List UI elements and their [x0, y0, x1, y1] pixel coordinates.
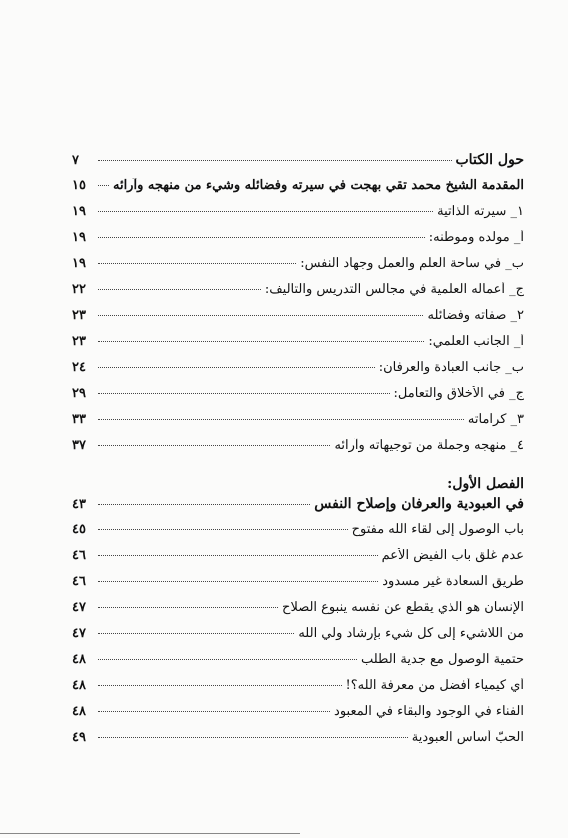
toc-entry-label: باب الوصول إلى لقاء الله مفتوح: [351, 522, 524, 537]
toc-entry[interactable]: [72, 626, 524, 652]
toc-entry[interactable]: [72, 600, 524, 626]
toc-entry-label: ٤_ منهجه وجملة من توجيهاته وآرائه: [334, 438, 524, 453]
toc-entry-page: ١٥: [72, 178, 86, 193]
toc-entry[interactable]: [72, 334, 524, 360]
dot-leader: [98, 315, 423, 316]
toc-entry[interactable]: [72, 256, 524, 282]
toc-entry-label: ١_ سيرته الذاتية: [437, 204, 524, 219]
toc-entry-page: ٤٧: [72, 626, 86, 641]
toc-entry-page: ٤٩: [72, 730, 86, 745]
toc-entry-page: ٤٣: [72, 497, 86, 512]
toc-entry-page: ٢٣: [72, 308, 86, 323]
toc-entry-label: في العبودية والعرفان وإصلاح النفس: [314, 496, 524, 512]
dot-leader: [98, 504, 310, 505]
toc-entry-label: الإنسان هو الذي يقطع عن نفسه ينبوع الصلاح: [282, 600, 524, 615]
dot-leader: [98, 711, 330, 712]
dot-leader: [98, 393, 390, 394]
dot-leader: [98, 633, 294, 634]
dot-leader: [98, 211, 433, 212]
toc-entry[interactable]: [72, 548, 524, 574]
toc-entry[interactable]: [72, 652, 524, 678]
toc-entry[interactable]: [72, 438, 524, 464]
toc-entry[interactable]: [72, 308, 524, 334]
dot-leader: [98, 737, 408, 738]
toc-entry-page: ٤٧: [72, 600, 86, 615]
toc-entry[interactable]: [72, 204, 524, 230]
toc-entry[interactable]: [72, 360, 524, 386]
toc-entry-label: أي كيمياء أفضل من معرفة الله؟!: [345, 678, 524, 693]
toc-entry-page: ٢٤: [72, 360, 86, 375]
toc-entry-label: ب_ جانب العبادة والعرفان:: [378, 360, 524, 375]
toc-entry[interactable]: [72, 522, 524, 548]
dot-leader: [98, 185, 109, 186]
toc-entry-label: حول الكتاب: [455, 152, 524, 168]
toc-entry-label: أ_ مولده وموطنه:: [428, 230, 524, 245]
toc-entry[interactable]: [72, 178, 524, 204]
toc-entry[interactable]: [72, 412, 524, 438]
toc-entry[interactable]: [72, 574, 524, 600]
toc-entry-page: ٤٨: [72, 652, 86, 667]
toc-entry-label: ٢_ صفاته وفضائله: [427, 308, 524, 323]
toc-entry-label: ج_ أعماله العلمية في مجالس التدريس والتأليف:: [264, 282, 524, 297]
toc-entry-label: من اللاشيء إلى كل شيء بإرشاد ولي الله: [298, 626, 524, 641]
toc-entry-label: ب_ في ساحة العلم والعمل وجهاد النفس:: [300, 256, 524, 271]
dot-leader: [98, 581, 378, 582]
toc-entry[interactable]: [72, 230, 524, 256]
toc-entry[interactable]: [72, 730, 524, 756]
toc-entry-label: عدم غلق باب الفيض الأعم: [381, 548, 524, 563]
toc-entry-page: ١٩: [72, 230, 86, 245]
dot-leader: [98, 607, 278, 608]
toc-entry-page: ١٩: [72, 256, 86, 271]
toc-entry-page: ٢٣: [72, 334, 86, 349]
table-of-contents: [72, 152, 524, 756]
toc-entry[interactable]: [72, 282, 524, 308]
toc-entry-page: ٤٦: [72, 548, 86, 563]
toc-entry[interactable]: [72, 678, 524, 704]
toc-entry-label: الحبّ أساس العبودية: [411, 730, 524, 745]
toc-entry-page: ٤٨: [72, 678, 86, 693]
dot-leader: [98, 445, 330, 446]
toc-entry[interactable]: [72, 152, 524, 178]
toc-entry-page: ٤٥: [72, 522, 86, 537]
toc-entry-page: ٤٦: [72, 574, 86, 589]
toc-entry-page: ٧: [72, 153, 79, 168]
dot-leader: [98, 659, 357, 660]
dot-leader: [98, 685, 342, 686]
toc-entry-page: ١٩: [72, 204, 86, 219]
dot-leader: [98, 555, 378, 556]
toc-entry-page: ٣٣: [72, 412, 86, 427]
dot-leader: [98, 263, 296, 264]
toc-entry-label: الفناء في الوجود والبقاء في المعبود: [334, 704, 524, 719]
toc-entry-page: ٣٧: [72, 438, 86, 453]
toc-entry-label: ٣_ كراماته: [467, 412, 524, 427]
toc-entry-label: طريق السعادة غير مسدود: [382, 574, 524, 589]
chapter-heading: الفصل الأول:: [447, 476, 524, 492]
dot-leader: [98, 341, 424, 342]
dot-leader: [98, 289, 261, 290]
toc-entry-page: ٤٨: [72, 704, 86, 719]
toc-entry[interactable]: [72, 496, 524, 522]
dot-leader: [98, 419, 464, 420]
toc-entry[interactable]: [72, 386, 524, 412]
toc-entry-label: حتمية الوصول مع جدية الطلب: [360, 652, 524, 667]
toc-entry-page: ٢٩: [72, 386, 86, 401]
toc-entry-label: المقدمة الشيخ محمد تقي بهجت في سيرته وفضائله وشيء من منهجه وآرائه: [112, 178, 524, 193]
dot-leader: [98, 367, 375, 368]
dot-leader: [98, 237, 425, 238]
toc-entry-label: ج_ في الأخلاق والتعامل:: [393, 386, 524, 401]
toc-entry-label: أ_ الجانب العلمي:: [428, 334, 524, 349]
dot-leader: [98, 529, 348, 530]
page-edge-line: [0, 833, 300, 834]
toc-entry-page: ٢٢: [72, 282, 86, 297]
toc-entry[interactable]: [72, 704, 524, 730]
dot-leader: [98, 160, 452, 161]
